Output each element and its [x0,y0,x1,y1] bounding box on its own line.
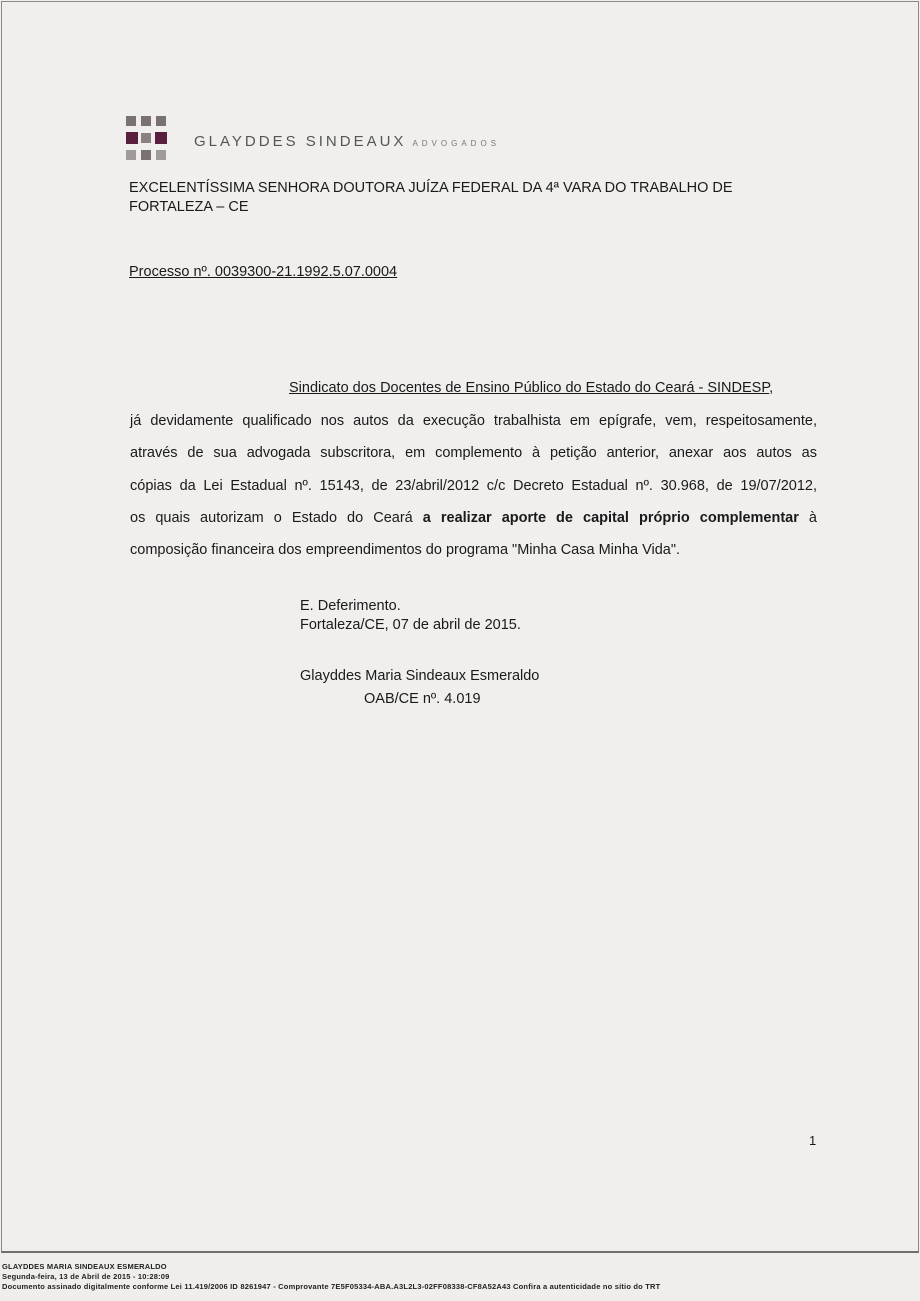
addressee-line-1: EXCELENTÍSSIMA SENHORA DOUTORA JUÍZA FEDERAL DA 4ª VARA DO TRABALHO DE [129,180,733,196]
signer-name: Glayddes Maria Sindeaux Esmeraldo [300,668,540,684]
body-text: os quais autorizam o Estado do Ceará [130,510,423,526]
footer-timestamp: Segunda-feira, 13 de Abril de 2015 - 10:28:09 [2,1272,170,1281]
page-number: 1 [809,1133,817,1148]
party-comma: , [769,380,774,396]
signer-oab: OAB/CE nº. 4.019 [364,691,481,707]
body-line: através de sua advogada subscritora, em complemento à petição anterior, anexar aos autos as [130,445,817,461]
addressee-line-2: FORTALEZA – CE [129,199,249,215]
closing-place-date: Fortaleza/CE, 07 de abril de 2015. [300,617,521,633]
party-name-text: Sindicato dos Docentes de Ensino Público do Estado do Ceará - SINDESP [289,380,770,396]
body-bold-text: a realizar aporte de capital próprio complementar [422,510,799,526]
footer-signature-info: Documento assinado digitalmente conforme Lei 11.419/2006 ID 8261947 - Comprovante 7E5F05334-ABA.A3L2L3-02FF08338-CF8A52A43 Confira a autenticidade no sítio do TRT [2,1282,661,1291]
body-line: cópias da Lei Estadual nº. 15143, de 23/abril/2012 c/c Decreto Estadual nº. 30.968, de 19/07/2012, [130,478,817,494]
footer-signer: GLAYDDES MARIA SINDEAUX ESMERALDO [2,1262,167,1271]
body-line [130,510,817,526]
body-line: composição financeira dos empreendimentos do programa "Minha Casa Minha Vida". [130,542,681,558]
firm-name: GLAYDDES SINDEAUX ADVOGADOS [194,133,501,150]
document-page [1,1,919,1253]
party-name [289,380,773,396]
body-text: à [798,510,817,526]
closing-request: E. Deferimento. [300,598,401,614]
process-number: Processo nº. 0039300-21.1992.5.07.0004 [129,264,398,280]
body-line: já devidamente qualificado nos autos da execução trabalhista em epígrafe, vem, respeitosamente, [130,413,817,429]
